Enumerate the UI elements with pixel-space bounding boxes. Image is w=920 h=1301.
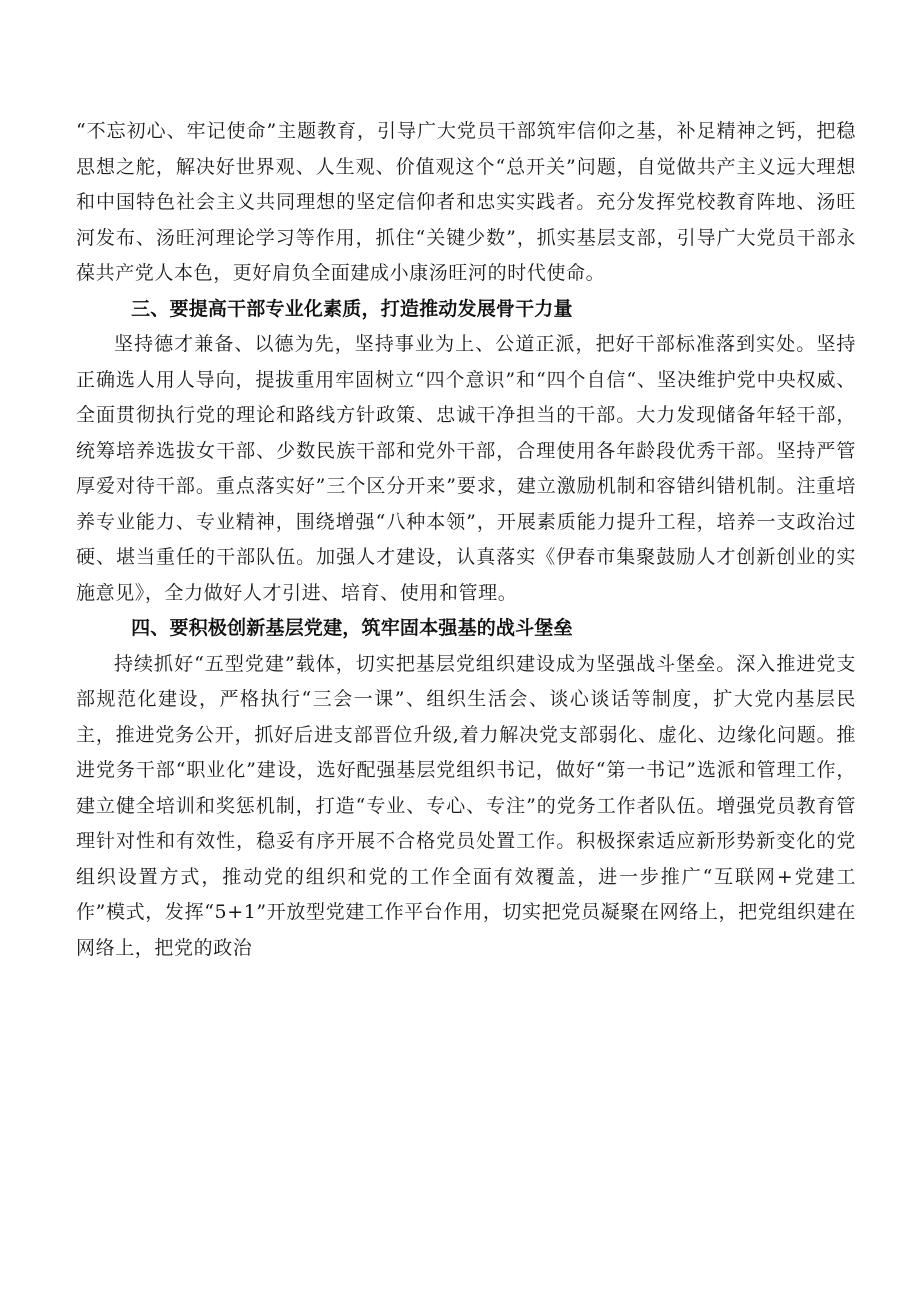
section-heading-4: 四、要积极创新基层党建，筑牢固本强基的战斗堡垒 xyxy=(131,617,573,639)
section-heading-3: 三、要提高干部专业化素质，打造推动发展骨干力量 xyxy=(131,297,573,320)
paragraph-continued: “不忘初心、牢记使命”主题教育，引导广大党员干部筑牢信仰之基，补足精神之钙，把稳思想之舵，解决好世界观、人生观、价值观这个“总开关”问题，自觉做共产主义远大理想和中国特色社会主义共同理想的坚定信仰者和忠实实践者。充分发挥党校教育阵地、汤旺河发布、汤旺河理论学习等作用，抓住“关键少数”，抓实基层支部，引导广大党员干部永葆共产党人本色，更好肩负全面建成小康汤旺河的时代使命。 xyxy=(76,120,856,284)
document-body xyxy=(76,114,856,966)
paragraph-section-4: 持续抓好“五型党建”载体，切实把基层党组织建设成为坚强战斗堡垒。深入推进党支部规范化建设，严格执行“三会一课”、组织生活会、谈心谈话等制度，扩大党内基层民主，推进党务公开，抓好后进支部晋位升级,着力解决党支部弱化、虚化、边缘化问题。推进党务干部“职业化”建设，选好配强基层党组织书记，做好“第一书记”选派和管理工作，建立健全培训和奖惩机制，打造“专业、专心、专注”的党务工作者队伍。增强党员教育管理针对性和有效性，稳妥有序开展不合格党员处置工作。积极探索适应新形势新变化的党组织设置方式，推动党的组织和党的工作全面有效覆盖，进一步推广“互联网+党建工作”模式，发挥“5+1”开放型党建工作平台作用，切实把党员凝聚在网络上，把党组织建在网络上，把党的政治 xyxy=(76,652,856,959)
paragraph-section-3: 坚持德才兼备、以德为先，坚持事业为上、公道正派，把好干部标准落到实处。坚持正确选人用人导向，提拔重用牢固树立“四个意识”和“四个自信“、坚决维护党中央权威、全面贯彻执行党的理论和路线方针政策、忠诚干净担当的干部。大力发现储备年轻干部，统筹培养选拔女干部、少数民族干部和党外干部，合理使用各年龄段优秀干部。坚持严管厚爱对待干部。重点落实好”三个区分开来”要求，建立激励机制和容错纠错机制。注重培养专业能力、专业精神，围绕增强“八种本领”，开展素质能力提升工程，培养一支政治过硬、堪当重任的干部队伍。加强人才建设，认真落实《伊春市集聚鼓励人才创新创业的实施意见》，全力做好人才引进、培育、使用和管理。 xyxy=(76,333,856,604)
